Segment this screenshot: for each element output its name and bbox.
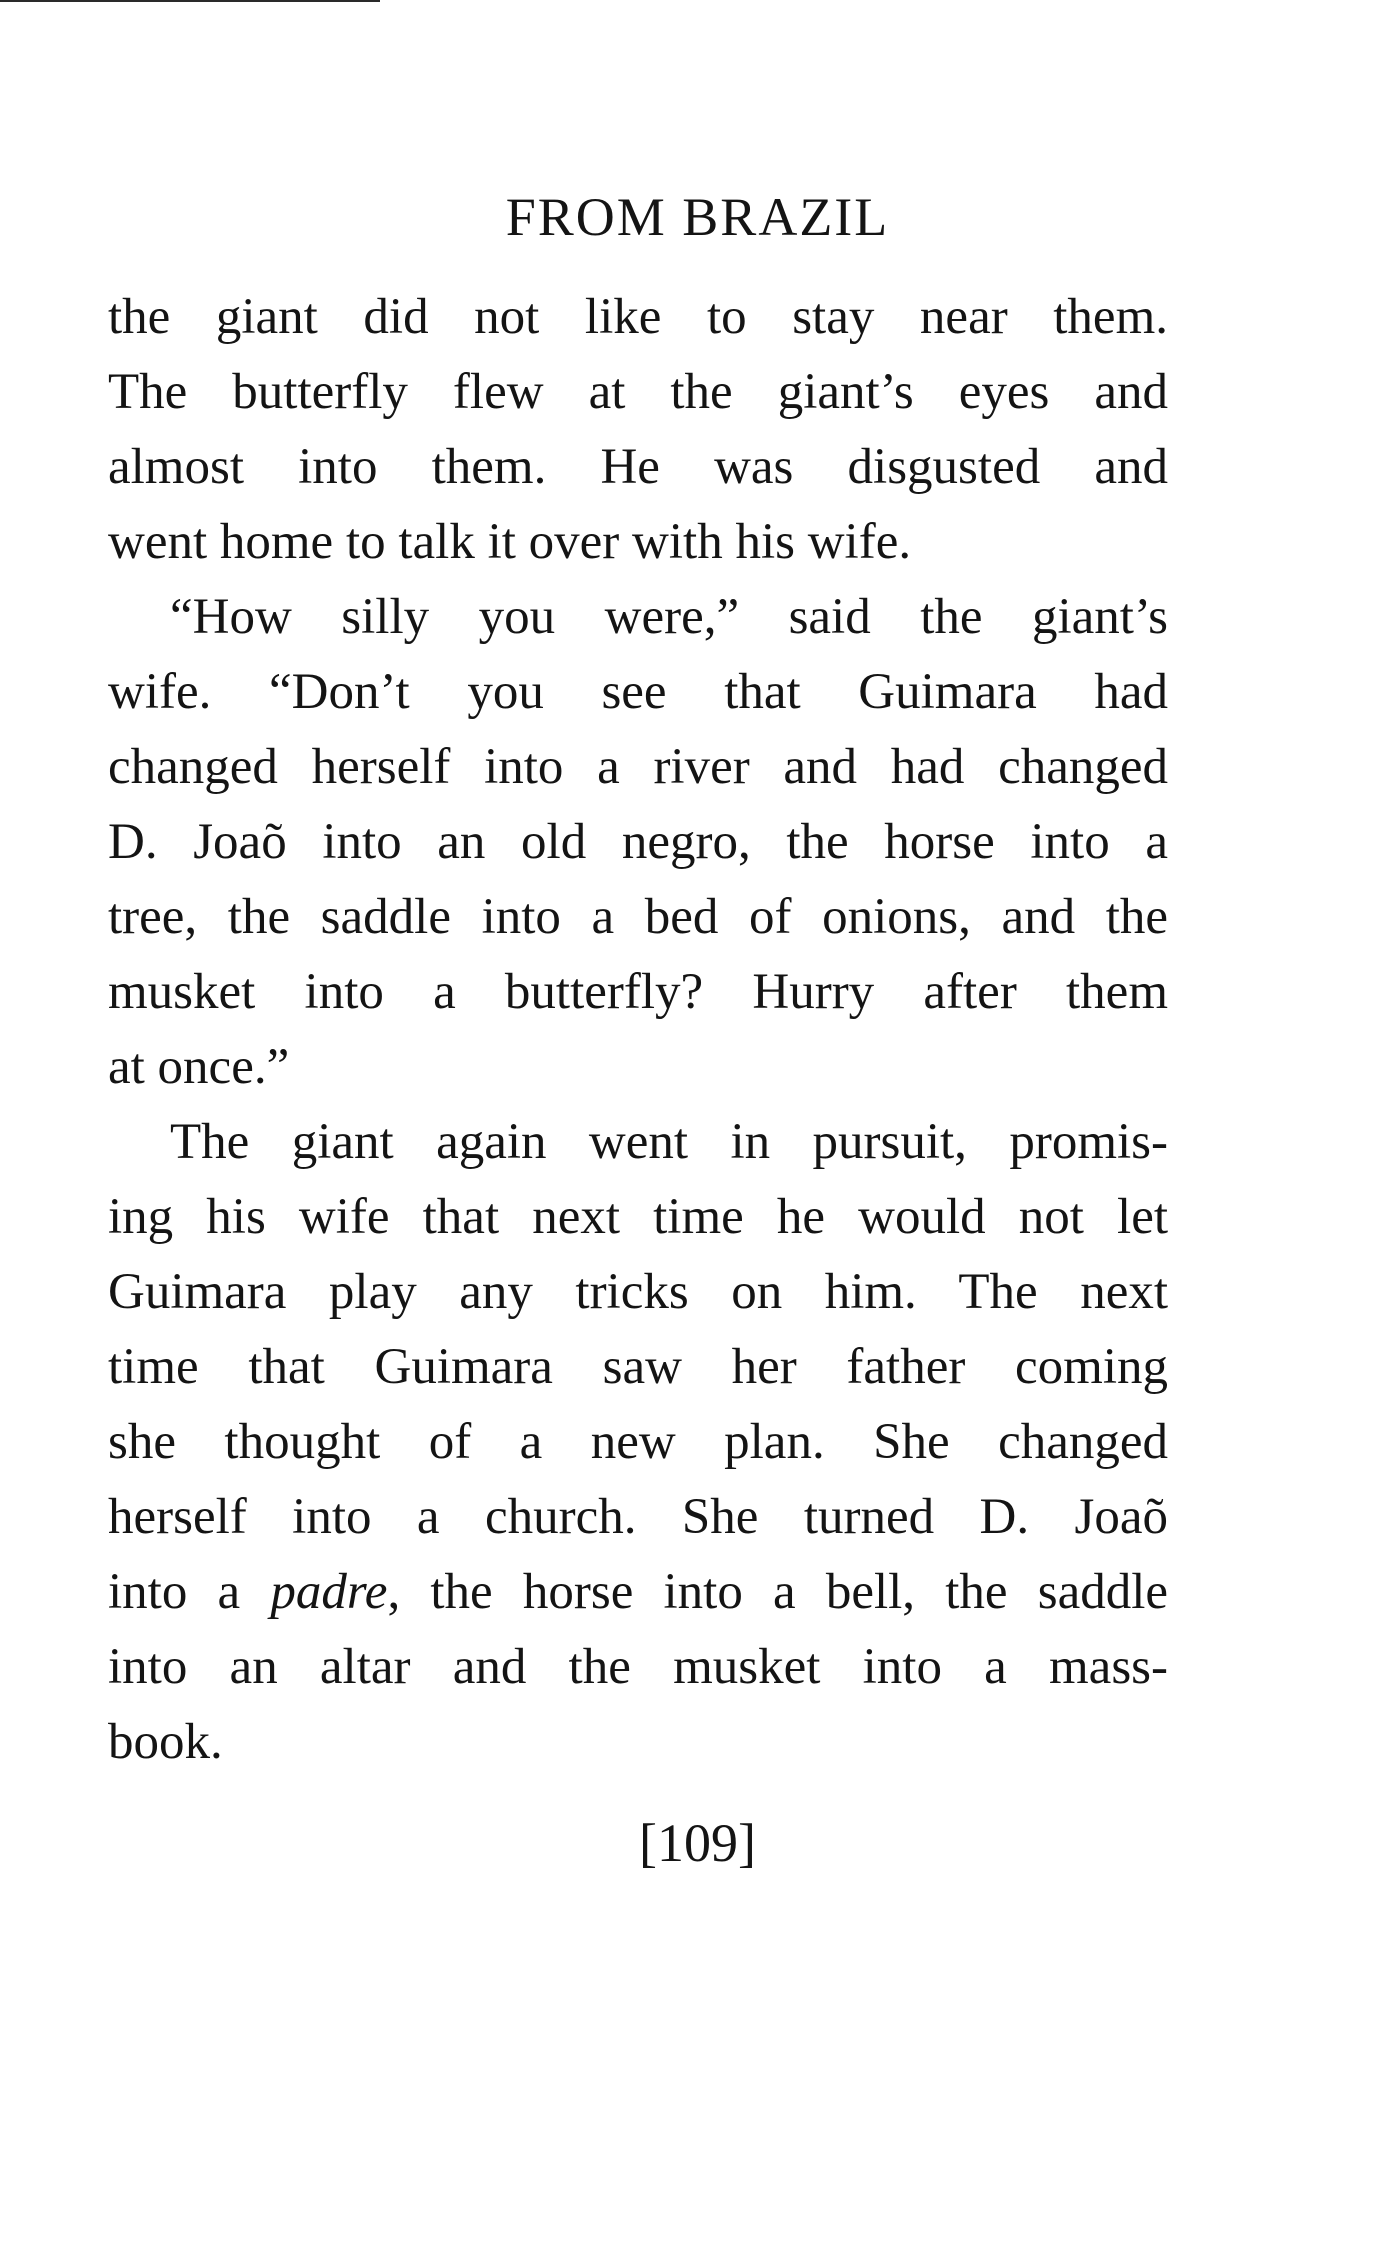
text-line: Guimara play any tricks on him. The next — [108, 1264, 1168, 1320]
line-suffix: , — [387, 1564, 431, 1620]
text-line: time that Guimara saw her father coming — [108, 1339, 1168, 1395]
page-number: [109] — [639, 1813, 756, 1873]
text-line: The giant again went in pursuit, promis- — [170, 1114, 1168, 1170]
text-line: “How silly you were,” said the giant’s — [170, 589, 1168, 645]
text-line: she thought of a new plan. She changed — [108, 1414, 1168, 1470]
top-rule — [0, 0, 380, 2]
text-line: musket into a butterfly? Hurry after them — [108, 964, 1168, 1020]
text-line: went home to talk it over with his wife. — [108, 514, 912, 570]
text-line: book. — [108, 1714, 223, 1770]
text-line: at once.” — [108, 1039, 290, 1095]
body-text — [108, 280, 1168, 1780]
text-line: the giant did not like to stay near them. — [108, 289, 1168, 345]
text-line: changed herself into a river and had changed — [108, 739, 1168, 795]
text-line: almost into them. He was disgusted and — [108, 439, 1168, 495]
text-line: wife. “Don’t you see that Guimara had — [108, 664, 1168, 720]
line-prefix: into a — [108, 1564, 271, 1620]
text-line: The butterfly flew at the giant’s eyes and — [108, 364, 1168, 420]
text-line-padre — [108, 1555, 1168, 1630]
line-rest: the horse into a bell, the saddle — [430, 1564, 1169, 1620]
text-line: herself into a church. She turned D. Joaõ — [108, 1489, 1168, 1545]
text-line: D. Joaõ into an old negro, the horse into a — [108, 814, 1168, 870]
running-head: FROM BRAZIL — [505, 187, 890, 247]
text-line: tree, the saddle into a bed of onions, and the — [108, 889, 1168, 945]
text-line: into an altar and the musket into a mass- — [108, 1639, 1168, 1695]
text-line: ing his wife that next time he would not let — [108, 1189, 1168, 1245]
italic-word: padre — [270, 1564, 388, 1620]
